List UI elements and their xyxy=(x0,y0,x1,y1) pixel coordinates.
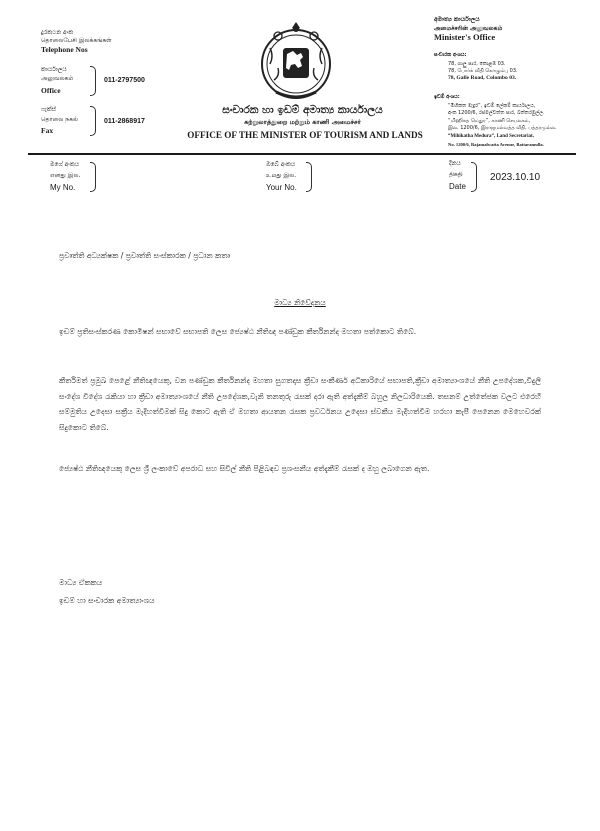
signature-unit: මාධ්‍ය ඒකකය xyxy=(59,578,103,587)
paragraph-profile: කීර්තිමත් ප්‍රමුඛ පෙළේ නීතිඥයෙකු, වන පණ්ඩුක කීර්තිනන්ද මහතා සුගතදාස ක්‍රීඩා සංකීර්ණ අධිකාරියේ සභාපති,ක්‍රීඩා අමාත්‍යාංශයේ නීති උපදේශක,විදුලි සංදේශ විදේශ රැකියා හා ක්‍රීඩා අමාත්‍යාංශයේ නීති උපදේශක,වැනි තනතුරු රැසක් දරා ඇති අත්දැකීම් බහුල නිලධාරියෙකි. තසනම් උත්තේජක වලට එරෙහි සම්මුතිය උදෙසා සක්‍රීය මැදිහත්වීමක් සිදු කොට ඇති ඒ මහතා ආයතන රැසක ප්‍රවර්ධනය උදෙසා ස්වකීය මැදිහත්වීම හරහා කැපී පෙනෙන මෙහෙවරක් සිදුකොට තිබේ. xyxy=(59,376,541,432)
lands-address-line: “மிஹிகத மெதுர”, காணி செயலகம், xyxy=(448,118,531,124)
office-label-si: කාර්යාලය xyxy=(41,66,67,73)
lands-address-line: අංක 1200/6, රජමල්වත්ත පාර, බත්තරමුල්ල. xyxy=(448,110,545,116)
lands-address-line: “මිහිකත මැදුර”, ඉඩම් ලේකම් කාර්යාලය, xyxy=(448,103,536,109)
lands-address-line: No. 1200/6, Rajamalwatta Avenue, Battaramulla. xyxy=(448,142,544,147)
fax-label-ta: தொலை நகல் xyxy=(41,116,78,123)
my-no-label-si: මගේ අංකය xyxy=(50,161,80,168)
lands-division-label: ඉඩම් අංශය: xyxy=(434,94,460,100)
fax-brace xyxy=(90,106,96,136)
your-no-label-en: Your No. xyxy=(266,183,297,192)
addressee: ප්‍රවෘත්ති අධ්‍යක්ෂක / ප්‍රවෘත්ති සංස්කාරක / ප්‍රධාන කතෘ xyxy=(59,251,230,260)
office-title-tamil: சுற்றுலாத்துறை மற்றும் காணி அமைச்சர் xyxy=(244,118,361,126)
my-no-label-ta: எனது இல. xyxy=(50,172,81,179)
emblem-icon xyxy=(256,18,336,102)
tourism-address-line: 78, ගාලු පාර, කොළඹ 03. xyxy=(448,61,506,67)
fax-label-en: Fax xyxy=(41,126,54,135)
office-title-english: OFFICE OF THE MINISTER OF TOURISM AND LANDS xyxy=(187,130,423,140)
fax-label-si: ෆැක්ස් xyxy=(41,106,56,113)
office-label-en: Office xyxy=(41,86,61,95)
your-no-label-ta: உமது இல. xyxy=(266,172,297,179)
signature-ministry: ඉඩම් හා සංචාරක අමාත්‍යාංශය xyxy=(59,596,155,605)
office-brace xyxy=(90,66,96,96)
lands-address-line: இல. 1200/6, இராஜமல்வத்த வீதி, பத்தரமுல்ல. xyxy=(448,125,557,131)
minister-office-ta: அமைச்சரின் அலுவலகம் xyxy=(434,25,503,32)
date-label-en: Date xyxy=(449,182,466,191)
fax-number: 011-2868917 xyxy=(104,118,145,125)
office-label-ta: அலுவலகம் xyxy=(41,75,74,82)
telephone-label-ta: தொலைபேசி இலக்கங்கள் xyxy=(41,37,112,44)
lands-address-line: “Mihikatha Medura”, Land Secretariat, xyxy=(448,134,534,139)
tourism-address-line: 78, போர்க் வீதி கொழும்பு 03. xyxy=(448,68,518,74)
date-value: 2023.10.10 xyxy=(490,172,541,183)
office-number: 011-2797500 xyxy=(104,77,145,84)
my-no-brace xyxy=(90,162,96,192)
state-emblem xyxy=(256,18,336,102)
office-title-sinhala: සංචාරක හා ඉඩම් අමාත්‍ය කාර්යාලය xyxy=(222,104,383,116)
press-release-title xyxy=(190,298,410,308)
your-no-brace xyxy=(306,162,312,192)
tourism-division-label: සංචාරක අංශය: xyxy=(434,52,467,58)
my-no-label-en: My No. xyxy=(50,183,76,192)
minister-office-en: Minister's Office xyxy=(434,32,496,42)
your-no-label-si: ඔබේ අංකය xyxy=(266,161,296,168)
date-label-si: දිනය xyxy=(449,160,461,167)
press-release-title-text: මාධ්‍ය නිවේදනය xyxy=(274,298,326,307)
date-label-ta: திகதி xyxy=(449,171,463,178)
header-divider xyxy=(28,153,576,155)
paragraph-experience: ජ්‍යෙෂ්ඨ නීතිඥයෙකු ලෙස ශ්‍රී ලංකාවේ අපරාධ සහ සිවිල් නීති පිළිබඳව ප්‍රශංසනීය අත්දැකීම් රැසක් ද ඔහු ලබාගෙන ඇත. xyxy=(59,464,430,473)
tourism-address-line: 78, Galle Road, Colombo 03. xyxy=(448,75,517,81)
telephone-label-en: Telephone Nos xyxy=(41,45,88,54)
paragraph-appointment: ඉඩම් ප්‍රතිසංස්කරණ කොමිෂන් සභාවේ සභාපති ලෙස ජ්‍යෙෂ්ඨ නීතිඥ පණ්ඩුක කීර්තිනන්ද මහතා පත්කොට තිබේ. xyxy=(59,327,417,336)
minister-office-si: අමාත්‍ය කාර්යාලය xyxy=(434,16,480,23)
date-brace xyxy=(471,162,477,192)
telephone-label-si: දුරකථන අංක xyxy=(41,29,74,36)
